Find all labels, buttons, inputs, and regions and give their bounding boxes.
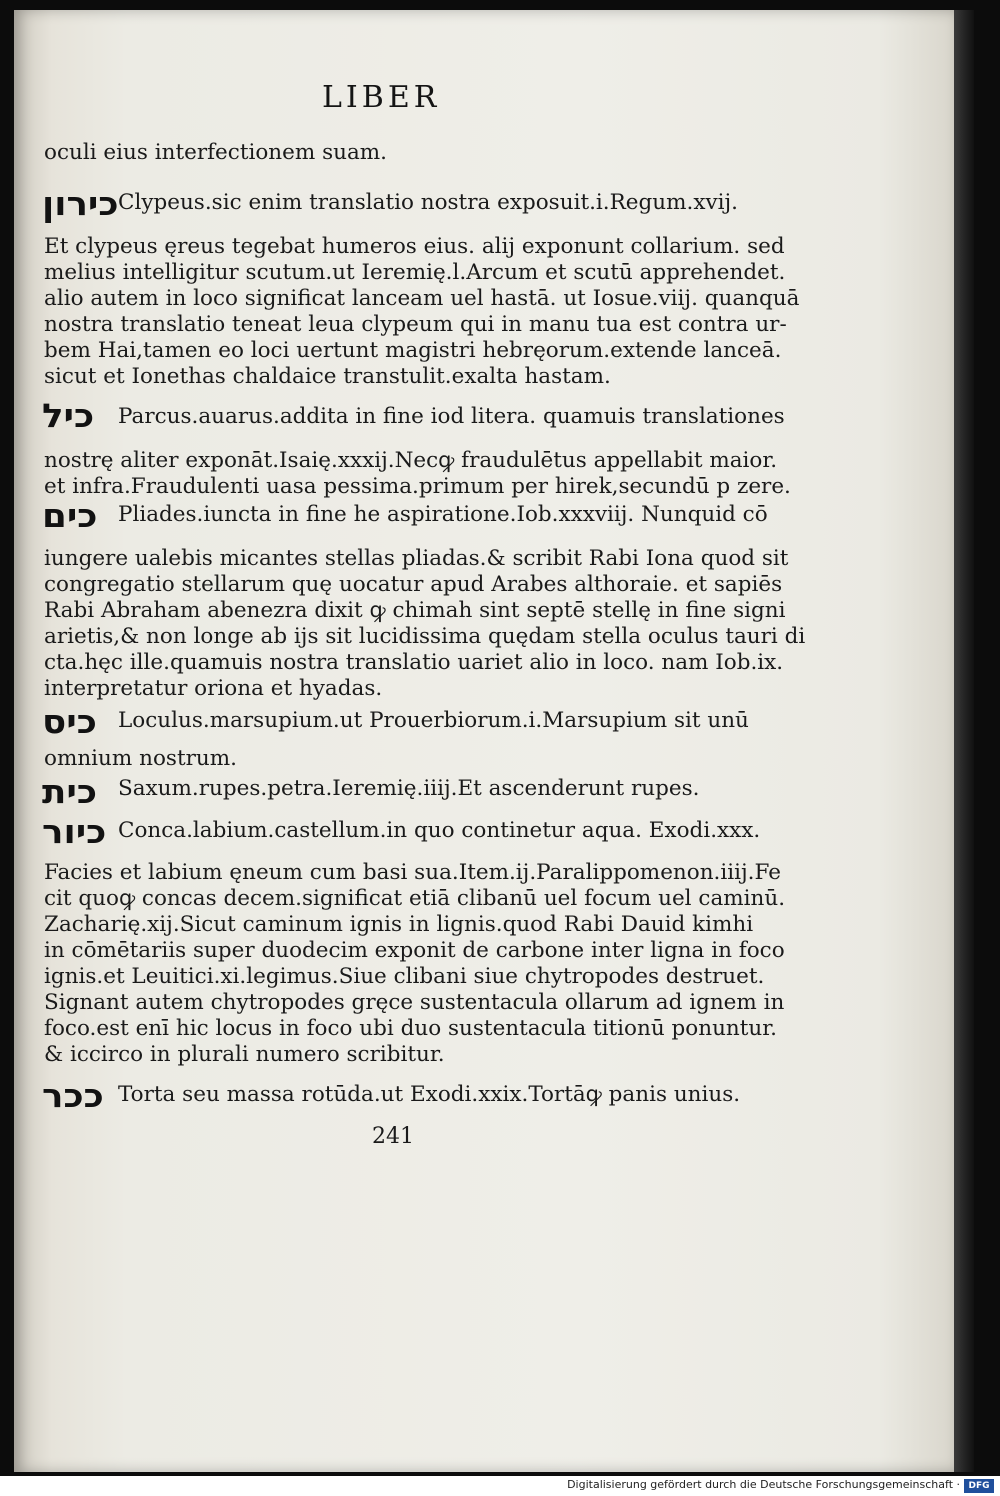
text-line: oculi eius interfectionem suam.	[44, 140, 387, 165]
text-line: omnium nostrum.	[44, 746, 237, 771]
hebrew-headword: כיור	[42, 812, 107, 851]
footer-credit[interactable]: Digitalisierung gefördert durch die Deutsche Forschungsgemeinschaft ·	[567, 1478, 960, 1491]
page-edge-shadow	[954, 10, 974, 1472]
text-line: melius intelligitur scutum.ut Ieremię.l.Arcum et scutū apprehendet.	[44, 260, 786, 285]
text-line: arietis,& non longe ab ijs sit lucidissima quędam stella oculus tauri di	[44, 624, 806, 649]
text-line: & iccirco in plurali numero scribitur.	[44, 1042, 445, 1067]
hebrew-headword: כירון	[42, 184, 119, 223]
text-line: Zacharię.xij.Sicut caminum ignis in lignis.quod Rabi Dauid kimhi	[44, 912, 754, 937]
text-line: iungere ualebis micantes stellas pliadas.& scribit Rabi Iona quod sit	[44, 546, 789, 571]
text-line: Signant autem chytropodes gręce sustentacula ollarum ad ignem in	[44, 990, 785, 1015]
text-line: Pliades.iuncta in fine he aspiratione.Iob.xxxviij. Nunquid cō	[118, 502, 768, 527]
text-line: sicut et Ionethas chaldaice transtulit.exalta hastam.	[44, 364, 611, 389]
text-line: Saxum.rupes.petra.Ieremię.iiij.Et ascenderunt rupes.	[118, 776, 700, 801]
text-line: ignis.et Leuitici.xi.legimus.Siue clibani siue chytropodes destruet.	[44, 964, 765, 989]
text-line: Torta seu massa rotūda.ut Exodi.xxix.Tortāꝙ panis unius.	[118, 1082, 741, 1107]
text-line: Parcus.auarus.addita in fine iod litera. quamuis translationes	[118, 404, 785, 429]
hebrew-headword: כיס	[42, 702, 97, 741]
running-title: LIBER	[322, 80, 441, 115]
book-page	[14, 10, 954, 1472]
text-line: foco.est enī hic locus in foco ubi duo sustentacula titionū ponuntur.	[44, 1016, 778, 1041]
text-line: congregatio stellarum quę uocatur apud Arabes althoraie. et sapiēs	[44, 572, 783, 597]
dfg-logo[interactable]: DFG	[964, 1479, 994, 1493]
text-line: nostra translatio teneat leua clypeum qui in manu tua est contra ur-	[44, 312, 787, 337]
text-line: Clypeus.sic enim translatio nostra exposuit.i.Regum.xvij.	[118, 190, 739, 215]
text-line: Rabi Abraham abenezra dixit ꝙ chimah sint septē stellę in fine signi	[44, 598, 786, 623]
text-line: Facies et labium ęneum cum basi sua.Item.ij.Paralippomenon.iiij.Fe	[44, 860, 781, 885]
hebrew-headword: כים	[42, 496, 98, 535]
text-line: Loculus.marsupium.ut Prouerbiorum.i.Marsupium sit unū	[118, 708, 749, 733]
text-line: et infra.Fraudulenti uasa pessima.primum per hirek,secundū p zere.	[44, 474, 791, 499]
footer-bar	[0, 1476, 1000, 1496]
text-line: cta.hęc ille.quamuis nostra translatio uariet alio in loco. nam Iob.ix.	[44, 650, 784, 675]
page-number: 241	[372, 1124, 414, 1149]
hebrew-headword: כית	[42, 772, 98, 811]
text-line: bem Hai,tamen eo loci uertunt magistri hebręorum.extende lanceā.	[44, 338, 782, 363]
text-line: alio autem in loco significat lanceam uel hastā. ut Iosue.viij. quanquā	[44, 286, 800, 311]
text-line: cit quoꝙ concas decem.significat etiā clibanū uel focum uel caminū.	[44, 886, 786, 911]
text-line: in cōmētariis super duodecim exponit de carbone inter ligna in foco	[44, 938, 785, 963]
text-line: nostrę aliter exponāt.Isaię.xxxij.Necꝙ fraudulētus appellabit maior.	[44, 448, 778, 473]
hebrew-headword: כיל	[42, 396, 95, 435]
hebrew-headword: ככר	[42, 1076, 104, 1115]
text-line: interpretatur oriona et hyadas.	[44, 676, 383, 701]
text-line: Conca.labium.castellum.in quo continetur aqua. Exodi.xxx.	[118, 818, 761, 843]
text-line: Et clypeus ęreus tegebat humeros eius. alij exponunt collarium. sed	[44, 234, 785, 259]
